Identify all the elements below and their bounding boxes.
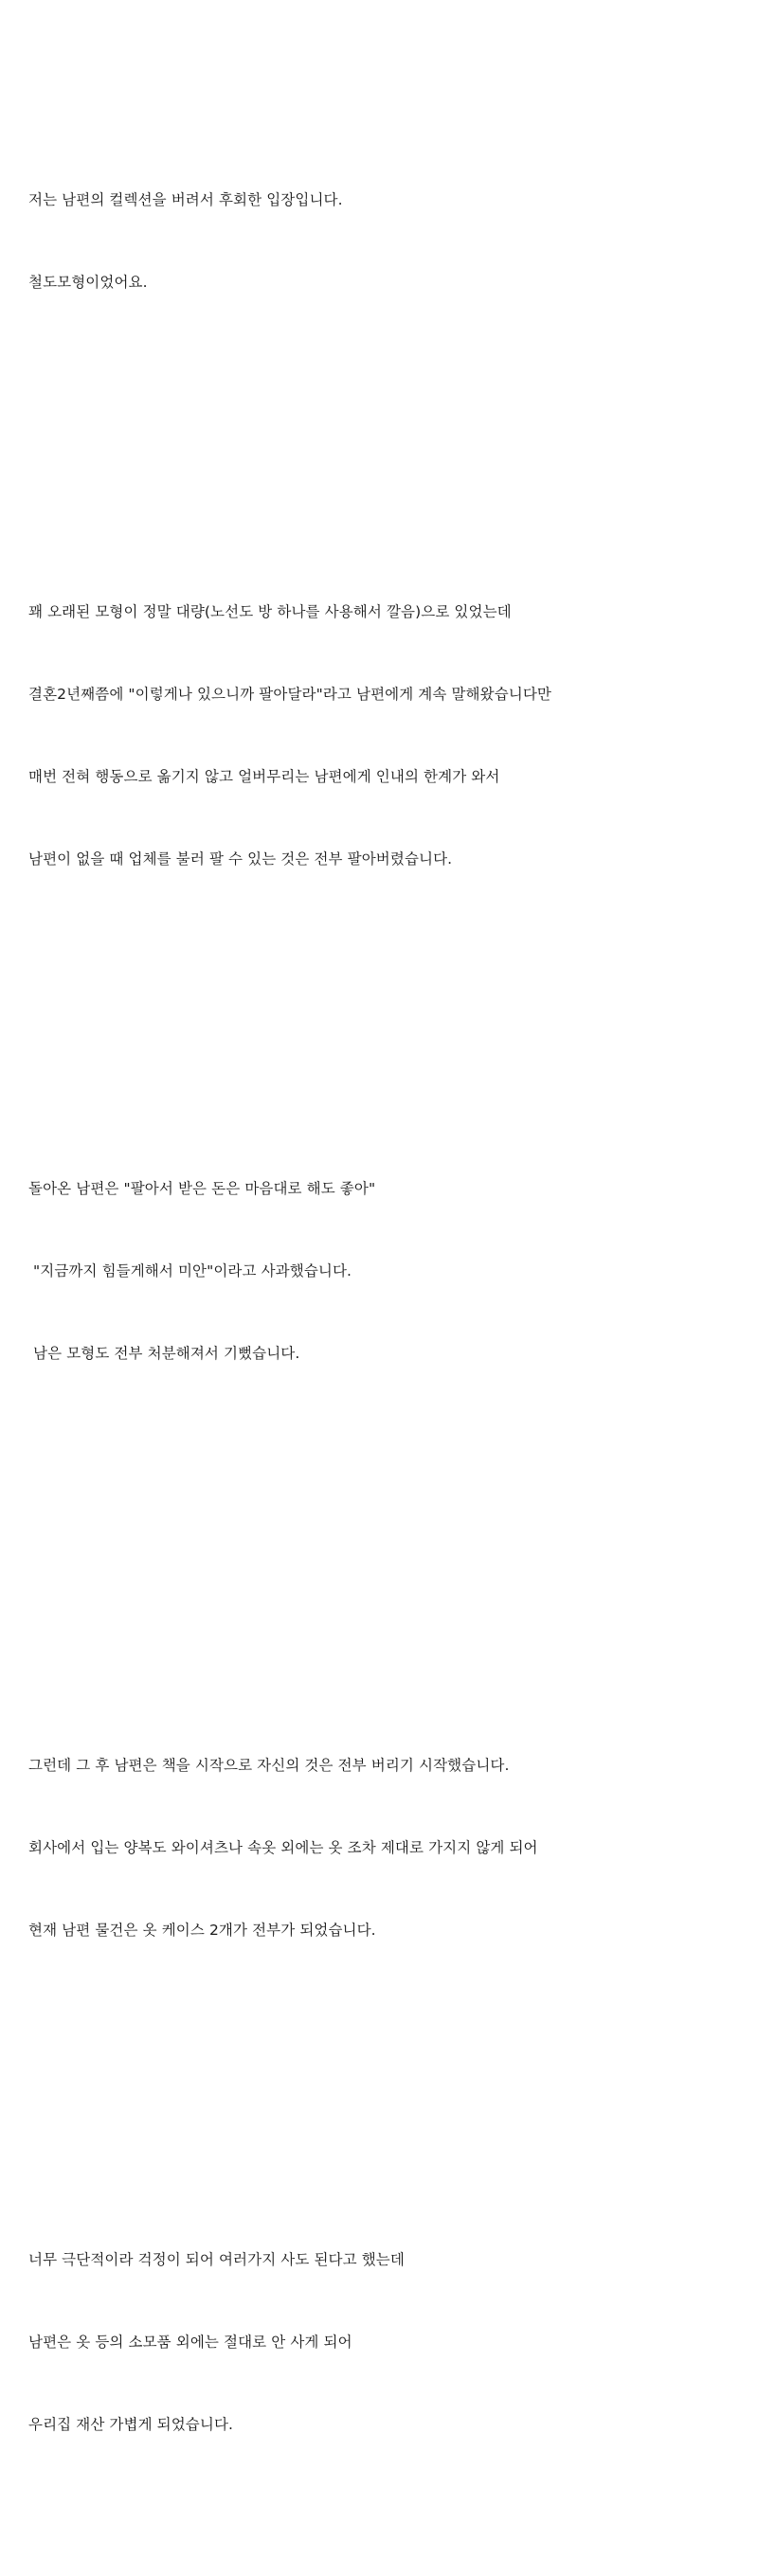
text-line: 회사에서 입는 양복도 와이셔츠나 속옷 외에는 옷 조차 제대로 가지지 않게 되어 [28,1839,538,1856]
paragraph-2 [28,544,730,928]
paragraph-spacer [28,1505,730,1532]
text-line: 매번 전혀 행동으로 옮기지 않고 얼버무리는 남편에게 인내의 한계가 와서 [28,768,500,785]
paragraph-spacer [28,1011,730,1038]
text-line: 남편이 없을 때 업체를 불러 팔 수 있는 것은 전부 팔아버렸습니다. [28,850,453,868]
text-line: 그런데 그 후 남편은 책을 시작으로 자신의 것은 전부 버리기 시작했습니다. [28,1757,510,1774]
paragraph-spacer [28,1587,730,1615]
text-line: 현재 남편 물건은 옷 케이스 2개가 전부가 되었습니다. [28,1922,376,1939]
text-line: 남편은 옷 등의 소모품 외에는 절대로 안 사게 되어 [28,2334,352,2351]
text-line: 남은 모형도 전부 처분해져서 기뻤습니다. [28,1345,300,1362]
text-line: 너무 극단적이라 걱정이 되어 여러가지 사도 된다고 했는데 [28,2251,405,2268]
paragraph-1 [28,132,730,351]
text-line: 결혼2년째쯤에 "이렇게나 있으니까 팔아달라"라고 남편에게 계속 말해왔습니다만 [28,686,551,703]
paragraph-3 [28,1120,730,1422]
paragraph-spacer [28,2082,730,2109]
text-line: "지금까지 힘들게해서 미안"이라고 사과했습니다. [28,1262,352,1279]
paragraph-spacer [28,434,730,461]
text-line: 철도모형이었어요. [28,274,148,291]
document-body [28,49,730,2576]
paragraph-5 [28,2191,730,2494]
paragraph-4 [28,1697,730,1999]
text-line: 저는 남편의 컬렉션을 버려서 후회한 입장입니다. [28,191,343,208]
text-line: 돌아온 남편은 "팔아서 받은 돈은 마음대로 해도 좋아" [28,1180,376,1197]
text-line: 우리집 재산 가볍게 되었습니다. [28,2416,234,2433]
text-line: 꽤 오래된 모형이 정말 대량(노선도 방 하나를 사용해서 깔음)으로 있었는데 [28,603,512,620]
